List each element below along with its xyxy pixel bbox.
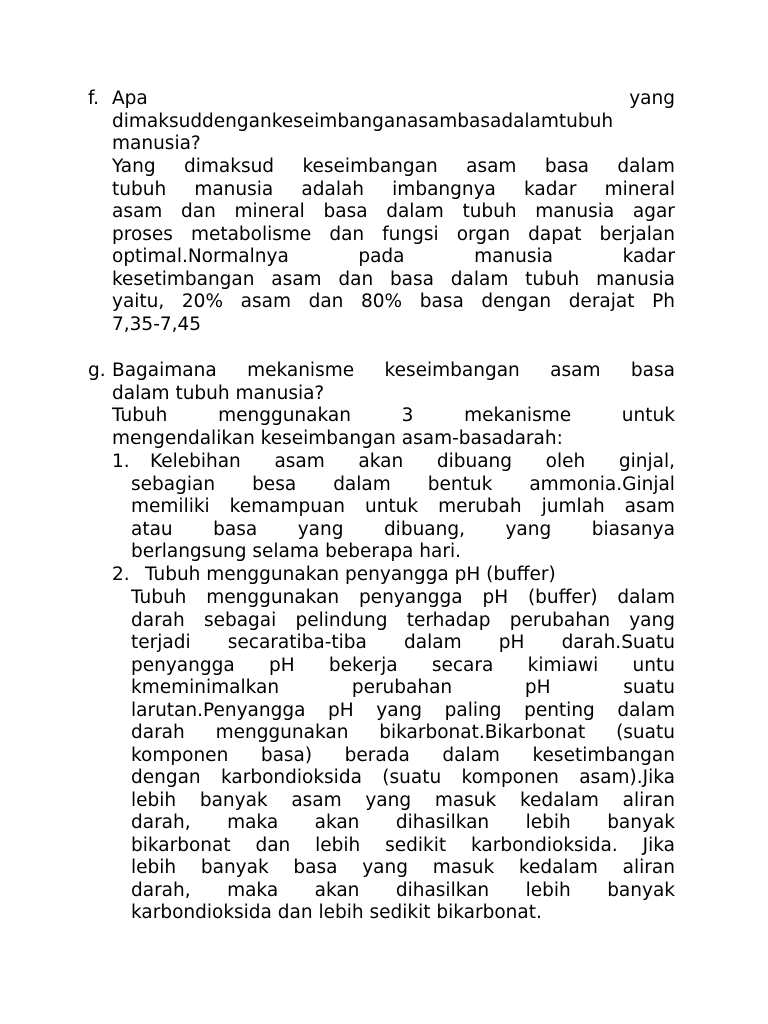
- word: menggunakan: [215, 722, 349, 743]
- text-line: [131, 812, 675, 834]
- word: 3: [401, 405, 414, 426]
- word: mineral: [234, 201, 305, 222]
- word: organ: [456, 223, 511, 245]
- word: maka: [227, 812, 279, 833]
- word: dimaksud: [183, 156, 275, 177]
- word: Jika: [642, 834, 675, 856]
- word: banyak: [199, 789, 268, 811]
- word: fungsi: [382, 223, 439, 245]
- word: manusia: [596, 268, 675, 290]
- word: secaratiba-tiba: [227, 632, 367, 653]
- word: perubahan: [351, 677, 453, 698]
- word: karbondioksida dan lebih sedikit bikarbonat.: [131, 902, 542, 923]
- text-line: [112, 269, 675, 291]
- word: dibuang: [436, 451, 513, 472]
- word: atau: [131, 518, 173, 540]
- word: pH: [328, 699, 354, 721]
- word: asam: [271, 268, 322, 290]
- text-line: [131, 541, 461, 563]
- word: imbangnya: [392, 178, 496, 200]
- word: dengan: [481, 291, 552, 312]
- word: lebih: [315, 834, 361, 856]
- word: aliran: [622, 789, 675, 811]
- word: terjadi: [131, 632, 191, 653]
- word: merubah: [438, 496, 522, 517]
- text-line: [112, 133, 201, 155]
- section-g-marker: g.: [88, 360, 106, 381]
- word: dalam: [450, 268, 509, 290]
- word: sebagian: [131, 473, 216, 495]
- word: dengan: [131, 767, 201, 788]
- word: dan: [329, 223, 365, 245]
- word: pada: [358, 246, 405, 267]
- word: basa: [419, 291, 464, 312]
- word: menggunakan: [218, 405, 351, 426]
- word: dan: [181, 201, 216, 222]
- word: perubahan: [509, 609, 611, 631]
- word: agar: [632, 201, 675, 222]
- word: kemampuan: [229, 496, 346, 517]
- word: masuk: [434, 789, 497, 811]
- word: dimaksuddengankeseimbanganasambasadalamtubuh: [112, 110, 614, 132]
- word: kesetimbangan: [532, 744, 675, 766]
- word: dibuang,: [383, 518, 465, 540]
- word: darah: [131, 722, 185, 743]
- word: darah.Suatu: [561, 632, 675, 653]
- text-line: [131, 655, 675, 677]
- text-line: [112, 314, 201, 336]
- word: pH: [498, 632, 525, 653]
- word: terhadap: [406, 609, 491, 631]
- word: penting: [524, 699, 595, 721]
- word: basa: [293, 857, 338, 878]
- word: suatu: [623, 677, 675, 698]
- text-line: [131, 722, 675, 744]
- word: dalam: [617, 699, 675, 721]
- text-line: [131, 857, 675, 879]
- word: ammonia.Ginjal: [529, 473, 675, 495]
- word: dapat: [528, 223, 582, 245]
- word: maka: [227, 879, 279, 901]
- word: tubuh: [525, 268, 580, 290]
- word: asam: [240, 291, 291, 312]
- word: keseimbangan: [302, 156, 438, 177]
- word: tubuh: [462, 201, 517, 222]
- word: lebih: [525, 879, 571, 901]
- word: oleh: [545, 451, 586, 472]
- word: mineral: [604, 178, 675, 200]
- word: Ph: [652, 291, 675, 312]
- word: masuk: [432, 857, 495, 878]
- text-line: [131, 474, 675, 496]
- word: yaitu,: [112, 291, 165, 312]
- word: pelindung: [295, 609, 388, 631]
- word: untu: [632, 654, 675, 676]
- word: besa: [252, 473, 297, 495]
- word: pH: [482, 587, 509, 608]
- word: aliran: [622, 857, 675, 878]
- word: Yang: [112, 156, 156, 177]
- word: kmeminimalkan: [131, 677, 280, 698]
- word: banyak: [607, 812, 675, 833]
- text-line: [131, 790, 675, 812]
- item-1-number: 1.: [112, 451, 130, 472]
- word: berada: [344, 744, 410, 766]
- word: basa): [260, 744, 313, 766]
- word: untuk: [364, 496, 419, 517]
- word: yang: [365, 789, 412, 811]
- word: dalam: [617, 156, 675, 177]
- word: pH: [268, 654, 295, 676]
- text-line: [112, 179, 675, 201]
- text-line: [112, 360, 675, 382]
- word: berjalan: [599, 223, 675, 245]
- word: lebih: [525, 812, 571, 833]
- word: penyangga: [131, 654, 235, 676]
- word: bikarbonat.Bikarbonat: [379, 722, 586, 743]
- word: (suatu: [616, 722, 675, 743]
- word: keseimbangan: [384, 360, 520, 381]
- word: basa: [323, 201, 368, 222]
- word: banyak: [200, 857, 269, 878]
- text-line: [131, 902, 542, 924]
- text-line: [112, 428, 563, 450]
- word: basa: [213, 518, 258, 540]
- text-line: [112, 405, 675, 427]
- word: asam: [624, 496, 675, 517]
- word: asam: [466, 156, 517, 177]
- word: mekanisme: [464, 405, 572, 426]
- word: basa: [630, 360, 675, 381]
- word: asam: [291, 789, 342, 811]
- text-line: [131, 587, 675, 609]
- word: manusia: [474, 246, 554, 267]
- word: yang: [376, 699, 423, 721]
- word: asam: [550, 360, 601, 381]
- word: Kelebihan: [150, 451, 241, 472]
- word: pH: [524, 677, 551, 698]
- word: yang: [297, 518, 344, 540]
- word: metabolisme: [190, 223, 312, 245]
- word: sebagai: [203, 609, 277, 631]
- word: larutan.Penyangga: [131, 699, 306, 721]
- word: lebih: [131, 789, 177, 811]
- word: karbondioksida: [221, 767, 362, 788]
- word: dihasilkan: [395, 879, 490, 901]
- word: dalam tubuh manusia?: [112, 382, 325, 404]
- text-line: [131, 745, 675, 767]
- section-f-marker: f.: [88, 88, 100, 109]
- text-line: [112, 246, 675, 268]
- word: darah: [131, 609, 185, 631]
- word: secara: [431, 654, 494, 676]
- text-line: [131, 610, 675, 632]
- word: dalam: [386, 201, 444, 222]
- word: lebih: [131, 857, 177, 878]
- text-line: [131, 880, 675, 902]
- word: karbondioksida.: [471, 834, 618, 856]
- word: Bagaimana: [112, 360, 217, 381]
- word: biasanya: [591, 518, 675, 540]
- word: asam).Jika: [579, 767, 675, 788]
- text-line: [131, 519, 675, 541]
- word: manusia: [194, 178, 274, 200]
- text-line: [112, 291, 675, 313]
- word: kimiawi: [527, 654, 599, 676]
- text-line: [131, 767, 675, 789]
- word: dalam: [617, 587, 675, 608]
- word: komponen: [131, 744, 229, 766]
- text-line: [112, 88, 675, 110]
- word: darah,: [131, 879, 191, 901]
- word: berlangsung selama beberapa hari.: [131, 541, 461, 562]
- word: yang: [629, 609, 675, 631]
- word: basa: [544, 156, 589, 177]
- word: akan: [314, 879, 360, 901]
- word: akan: [314, 812, 360, 833]
- word: paling: [444, 699, 502, 721]
- text-line: [112, 201, 675, 223]
- text-line: [112, 111, 613, 133]
- word: dalam: [404, 632, 462, 653]
- text-line: [112, 383, 324, 405]
- word: bikarbonat: [131, 834, 231, 856]
- word: kadar: [622, 246, 675, 267]
- word: ginjal,: [618, 451, 675, 472]
- word: akan: [358, 451, 404, 472]
- word: proses: [112, 223, 173, 245]
- word: bekerja: [328, 654, 398, 676]
- text-line: [150, 451, 675, 473]
- word: dan: [308, 291, 344, 312]
- word: komponen: [461, 767, 559, 788]
- word: yang: [505, 518, 552, 540]
- word: 20%: [181, 291, 224, 312]
- word: kedalam: [518, 857, 598, 878]
- text-line: [131, 496, 675, 518]
- word: yang: [362, 857, 408, 878]
- word: (suatu: [382, 767, 442, 788]
- word: sedikit: [385, 834, 447, 856]
- word: mengendalikan keseimbangan asam-basadarah:: [112, 427, 563, 449]
- word: kedalam: [519, 789, 599, 811]
- word: 7,35-7,45: [112, 313, 202, 335]
- word: basa: [389, 268, 434, 290]
- word: kadar: [524, 178, 577, 200]
- word: 80%: [361, 291, 403, 312]
- word: asam: [112, 201, 163, 222]
- word: manusia: [535, 201, 615, 222]
- word: dihasilkan: [395, 812, 490, 833]
- word: dalam: [442, 744, 500, 766]
- word: dan: [255, 834, 291, 856]
- word: dan: [338, 268, 374, 290]
- word: adalah: [301, 178, 365, 200]
- word: Tubuh: [112, 405, 168, 426]
- word: derajat: [568, 291, 635, 312]
- word: (buffer): [527, 587, 598, 608]
- word: penyangga: [358, 587, 463, 608]
- text-line: [131, 677, 675, 699]
- word: untuk: [621, 405, 675, 426]
- word: Apa: [112, 88, 148, 109]
- word: Tubuh: [131, 587, 187, 608]
- word: kesetimbangan: [112, 268, 255, 290]
- word: yang: [629, 88, 675, 109]
- text-line: [131, 835, 675, 857]
- word: banyak: [607, 879, 675, 901]
- word: mekanisme: [247, 360, 355, 381]
- word: tubuh: [112, 178, 167, 200]
- word: dalam: [333, 473, 391, 495]
- text-line: [112, 224, 675, 246]
- word: bentuk: [427, 473, 493, 495]
- text-line: [131, 700, 675, 722]
- text-line: [131, 632, 675, 654]
- word: menggunakan: [206, 587, 340, 608]
- word: memiliki: [131, 496, 210, 517]
- word: darah,: [131, 812, 191, 833]
- word: asam: [274, 451, 325, 472]
- item-2-number: 2.: [112, 564, 130, 585]
- word: jumlah: [541, 496, 605, 517]
- item-2-heading: Tubuh menggunakan penyangga pH (buffer): [145, 564, 556, 585]
- word: manusia?: [112, 133, 201, 154]
- word: optimal.Normalnya: [112, 246, 289, 267]
- text-line: [112, 156, 675, 178]
